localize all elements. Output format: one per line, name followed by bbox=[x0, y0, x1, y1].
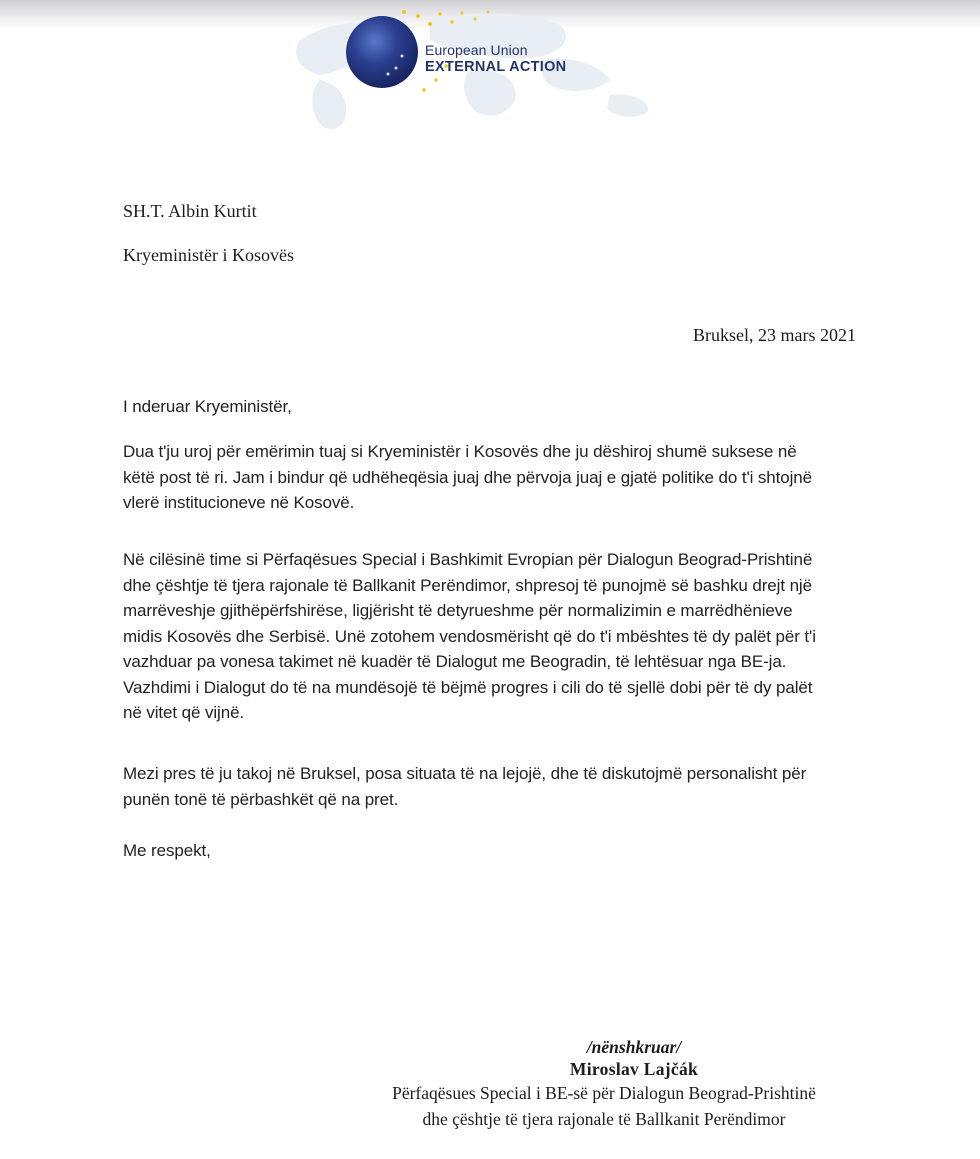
paragraph-line: marrëveshje gjithëpërfshirëse, ligjërisht të detyrueshme për normalizimin e marrëdhënieve bbox=[123, 601, 793, 620]
paragraph-line: Në cilësinë time si Përfaqësues Special i Bashkimit Evropian për Dialogun Beograd-Prishtinë bbox=[123, 550, 813, 569]
paragraph-line: dhe çështje të tjera rajonale të Ballkanit Perëndimor, shpresoj të punojmë së bashku drejt një bbox=[123, 575, 812, 595]
paragraph-line: vlerë institucioneve në Kosovë. bbox=[123, 493, 355, 512]
paragraph-line: punën tonë të përbashkët që na pret. bbox=[123, 789, 399, 809]
paragraph-line: Vazhdimi i Dialogut do të na mundësojë të bëjmë progres i cili do të sjellë dobi për të dy palët bbox=[123, 677, 813, 697]
paragraph-line: vazhduar pa vonesa takimet në kuadër të Dialogut me Beogradin, të lehtësuar nga BE-ja. bbox=[123, 652, 787, 671]
signature-block bbox=[344, 1036, 864, 1132]
logo-line-european-union: European Union bbox=[425, 42, 528, 58]
recipient-name: SH.T. Albin Kurtit bbox=[123, 201, 257, 221]
signatory-name: Miroslav Lajčák bbox=[569, 1059, 699, 1079]
greeting: I nderuar Kryeministër, bbox=[123, 397, 292, 416]
body-paragraph-1 bbox=[123, 439, 858, 516]
body-paragraph-3 bbox=[123, 761, 858, 812]
paragraph-line: Mezi pres të ju takoj në Bruksel, posa situata të na lejojë, dhe të diskutojmë personalisht për bbox=[123, 764, 807, 783]
body-paragraph-2 bbox=[123, 547, 858, 726]
signatory-title-line-2: dhe çështje të tjera rajonale të Ballkanit Perëndimor bbox=[422, 1109, 786, 1129]
paragraph-line: midis Kosovës dhe Serbisë. Unë zotohem vendosmërisht që do t'i mbështes të dy palët për t'i bbox=[123, 626, 816, 646]
letter-date: Bruksel, 23 mars 2021 bbox=[693, 325, 856, 345]
signed-note: /nënshkruar/ bbox=[586, 1037, 682, 1057]
recipient-title: Kryeministër i Kosovës bbox=[123, 245, 294, 265]
eu-globe bbox=[346, 16, 418, 88]
paragraph-line: Dua t'ju uroj për emërimin tuaj si Kryeministër i Kosovës dhe ju dëshiroj shumë suksese në bbox=[123, 442, 797, 461]
eu-external-action-logo-text bbox=[425, 43, 566, 75]
paragraph-line: në vitet që vijnë. bbox=[123, 703, 245, 722]
letterhead bbox=[0, 0, 980, 140]
logo-line-external-action: EXTERNAL ACTION bbox=[425, 59, 567, 75]
closing: Me respekt, bbox=[123, 841, 211, 860]
paragraph-line: këtë post të ri. Jam i bindur që udhëheqësia juaj dhe përvoja juaj e gjatë politike do t'i shtojnë bbox=[123, 467, 813, 487]
signatory-title-line-1: Përfaqësues Special i BE-së për Dialogun Beograd-Prishtinë bbox=[392, 1083, 816, 1103]
